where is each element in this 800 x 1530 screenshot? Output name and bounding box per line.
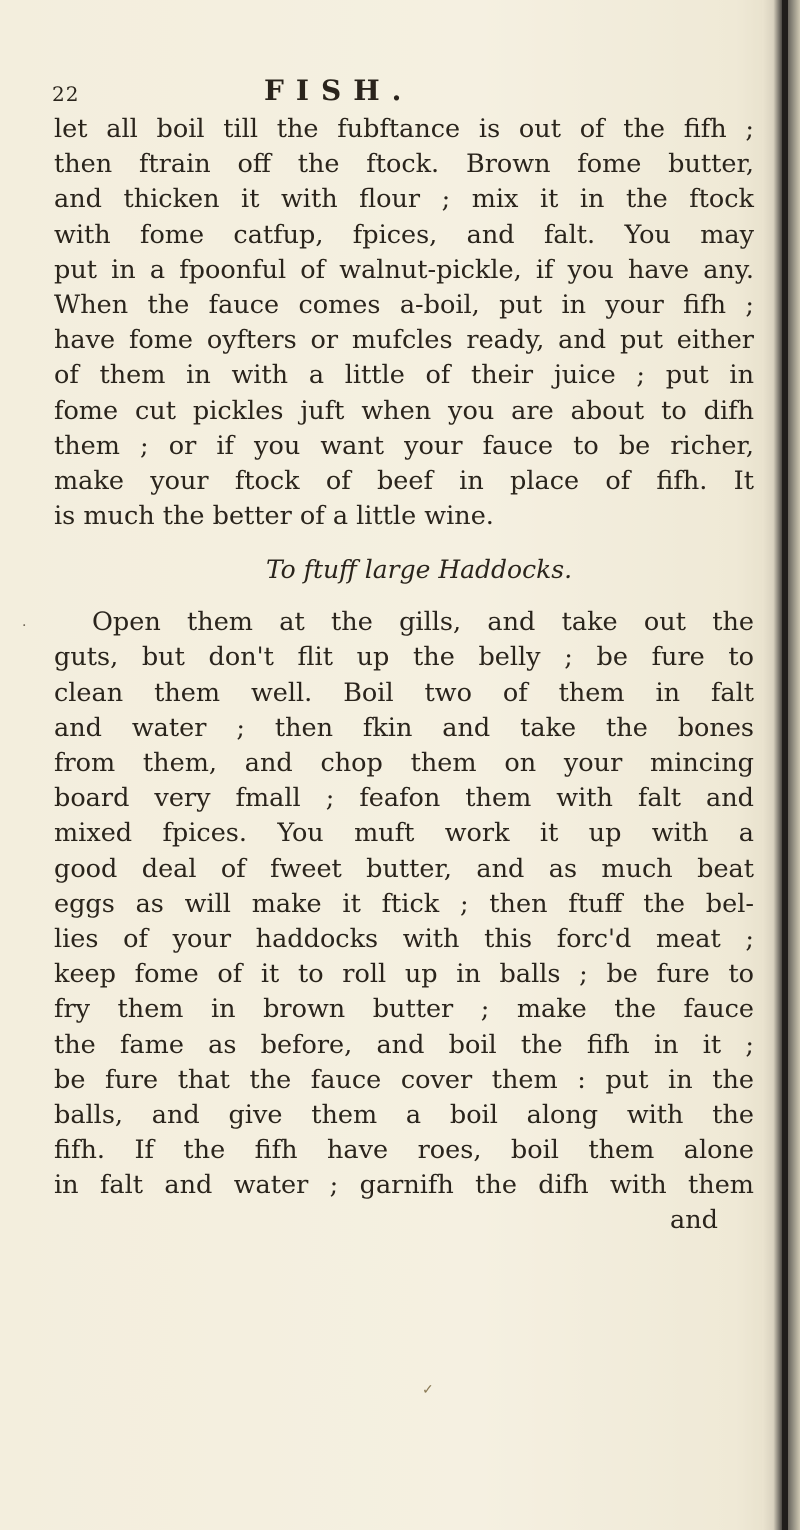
text-line: mixed fpices. You muft work it up with a: [54, 818, 754, 849]
text-line: guts, but don't flit up the belly ; be fure to: [54, 642, 754, 673]
text-line: them ; or if you want your fauce to be richer,: [54, 430, 754, 461]
page-header: [52, 74, 752, 114]
text-line: and water ; then fkin and take the bones: [54, 712, 754, 743]
paragraph-1: [54, 112, 754, 534]
text-line: with fome catfup, fpices, and falt. You may: [54, 219, 754, 250]
text-line: in falt and water ; garnifh the difh with them: [54, 1170, 754, 1201]
text-line: let all boil till the fubftance is out of the fifh ;: [54, 114, 754, 144]
text-line: fifh. If the fifh have roes, boil them alone: [54, 1135, 754, 1166]
text-line: be fure that the fauce cover them : put in the: [54, 1064, 754, 1095]
text-line: make your ftock of beef in place of fifh. It: [54, 465, 754, 496]
text-line: is much the better of a little wine.: [54, 501, 494, 532]
section-title: To ftuff large Haddocks.: [265, 555, 573, 585]
text-line: of them in with a little of their juice ; put in: [54, 360, 754, 391]
text-line: When the fauce comes a-boil, put in your fifh ;: [54, 289, 754, 320]
text-line: from them, and chop them on your mincing: [54, 748, 754, 778]
text-line: then ftrain off the ftock. Brown fome butter,: [54, 149, 754, 180]
text-line: lies of your haddocks with this forc'd meat ;: [54, 923, 754, 954]
text-line: and thicken it with flour ; mix it in the ftock: [54, 184, 754, 215]
margin-tick-mark: ·: [22, 618, 27, 634]
text-line: fry them in brown butter ; make the fauce: [54, 994, 754, 1025]
page-binding-edge: [762, 0, 800, 1530]
paragraph-2: [54, 605, 754, 1238]
text-line: good deal of fweet butter, and as much beat: [54, 853, 754, 884]
text-line: clean them well. Boil two of them in falt: [54, 677, 754, 708]
page-number: 22: [52, 82, 80, 106]
text-line: the fame as before, and boil the fifh in it ;: [54, 1029, 754, 1060]
text-line: eggs as will make it ftick ; then ftuff the bel-: [54, 888, 754, 919]
text-line: keep fome of it to roll up in balls ; be fure to: [54, 959, 754, 990]
ink-speck-mark: ✓: [422, 1382, 434, 1398]
body-text: [54, 112, 754, 1239]
catchword: and: [670, 1205, 718, 1236]
text-line: fome cut pickles juft when you are about to difh: [54, 395, 754, 426]
text-line: have fome oyfters or mufcles ready, and put either: [54, 325, 754, 356]
text-line: put in a fpoonful of walnut-pickle, if you have any.: [54, 254, 754, 285]
running-head: FISH.: [264, 74, 414, 107]
text-line: Open them at the gills, and take out the: [92, 607, 754, 638]
text-line: balls, and give them a boil along with the: [54, 1099, 754, 1130]
text-line: board very fmall ; feafon them with falt and: [54, 783, 754, 814]
